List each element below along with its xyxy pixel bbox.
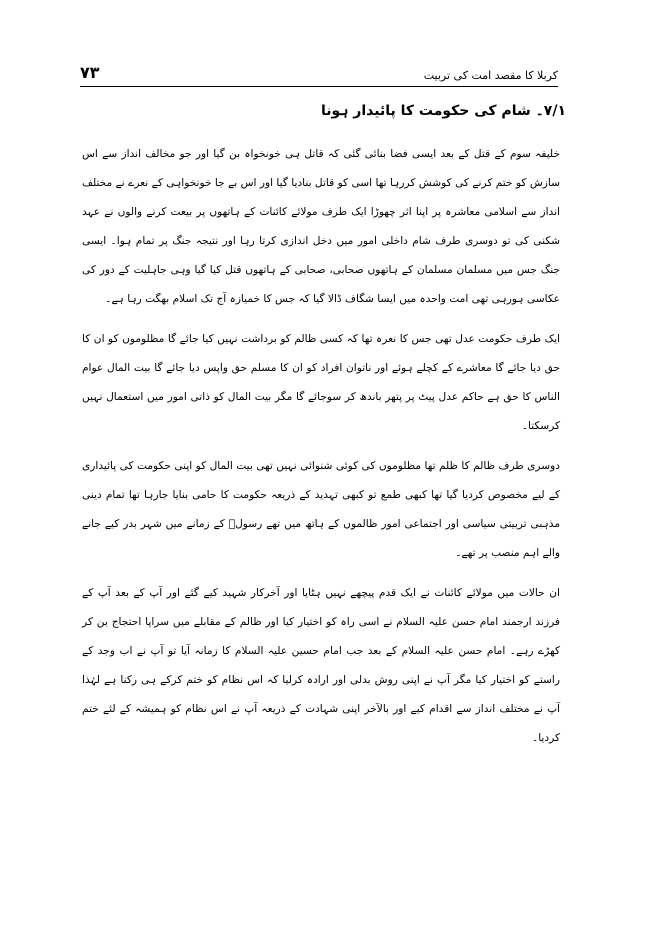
paragraph-1: خلیفہ سوم کے قتل کے بعد ایسی فضا بنائی گئی کہ قاتل ہی خونخواہ بن گیا اور جو مخالف انداز سے اس سازش کو ختم کرنے کی کوشش کررہا تھا اسی کو قاتل بنادیا گیا اور اس بے جا خونخواہی کے نعرے نے مختلف انداز سے اسلامی معاشرہ پر اپنا اثر چھوڑا ایک طرف مولائے کائنات کے ہاتھوں پر بیعت کرنے والوں نے عہد شکنی کی تو دوسری طرف شام داخلی امور میں دخل اندازی کرتا رہا اور نتیجہ جنگ پر تمام ہوا۔ ایسی جنگ جس میں مسلمان مسلمان کے ہاتھوں صحابی، صحابی کے ہاتھوں قتل کیا گیا وہی جاہلیت کے دور کی عکاسی ہورہی تھی امت واحدہ میں ایسا شگاف ڈالا گیا کہ جس کا خمیازہ آج تک اسلام بھگت رہا ہے۔ xyxy=(82,148,560,305)
paragraph-2: ایک طرف حکومت عدل تھی جس کا نعرہ تھا کہ کسی ظالم کو برداشت نہیں کیا جائے گا مظلوموں کو ان کا حق دیا جائے گا معاشرے کے کچلے ہوئے اور ناتوان افراد کو ان کا مسلم حق واپس دیا جائے گا بیت المال عوام الناس کا حق ہے حاکم عدل پیٹ پر پتھر باندھ کر سوجائے گا مگر بیت المال کو ذاتی امور میں استعمال نہیں کرسکتا۔ xyxy=(82,333,560,432)
paragraph-3: دوسری طرف ظالم کا ظلم تھا مظلوموں کی کوئی شنوائی نہیں تھی بیت المال کو اپنی حکومت کی پائیداری کے لیے مخصوص کردیا گیا تھا کبھی طمع تو کبھی تہدید کے ذریعہ حکومت کا حامی بنایا جارہا تھا تمام دینی مذہبی تربیتی سیاسی اور اجتماعی امور ظالموں کے ہاتھ میں تھے رسولؐ کے زمانے میں شہر بدر کیے جانے والے اہم منصب پر تھے۔ xyxy=(82,460,560,559)
page-number: ۷۳ xyxy=(80,63,100,82)
body-text xyxy=(82,140,560,764)
section-heading: ۷/۱۔ شام کی حکومت کا پائیدار ہونا xyxy=(320,103,566,119)
running-title: کربلا کا مقصد امت کی تربیت xyxy=(423,69,558,82)
paragraph-4: ان حالات میں مولائے کائنات نے ایک قدم پیچھے نہیں ہٹایا اور آخرکار شہید کیے گئے اور آپ کے بعد آپ کے فرزند ارجمند امام حسن علیہ السلام نے اسی راہ کو اختیار کیا اور ظالم کے مقابلے میں سراپا احتجاج بن کر کھڑے رہے۔ امام حسن علیہ السلام کے بعد جب امام حسین علیہ السلام کا زمانہ آیا تو آپ نے اب وجد کے راستے کو اختیار کیا مگر آپ نے اپنی روش بدلی اور ارادہ کرلیا کہ اس نظام کو ختم کرکے ہی رکنا ہے لہٰذا آپ نے مختلف انداز سے اقدام کیے اور بالآخر اپنی شہادت کے ذریعہ آپ نے اس نظام کو ہمیشہ کے لئے ختم کردیا۔ xyxy=(82,587,560,744)
page-header xyxy=(80,64,558,87)
